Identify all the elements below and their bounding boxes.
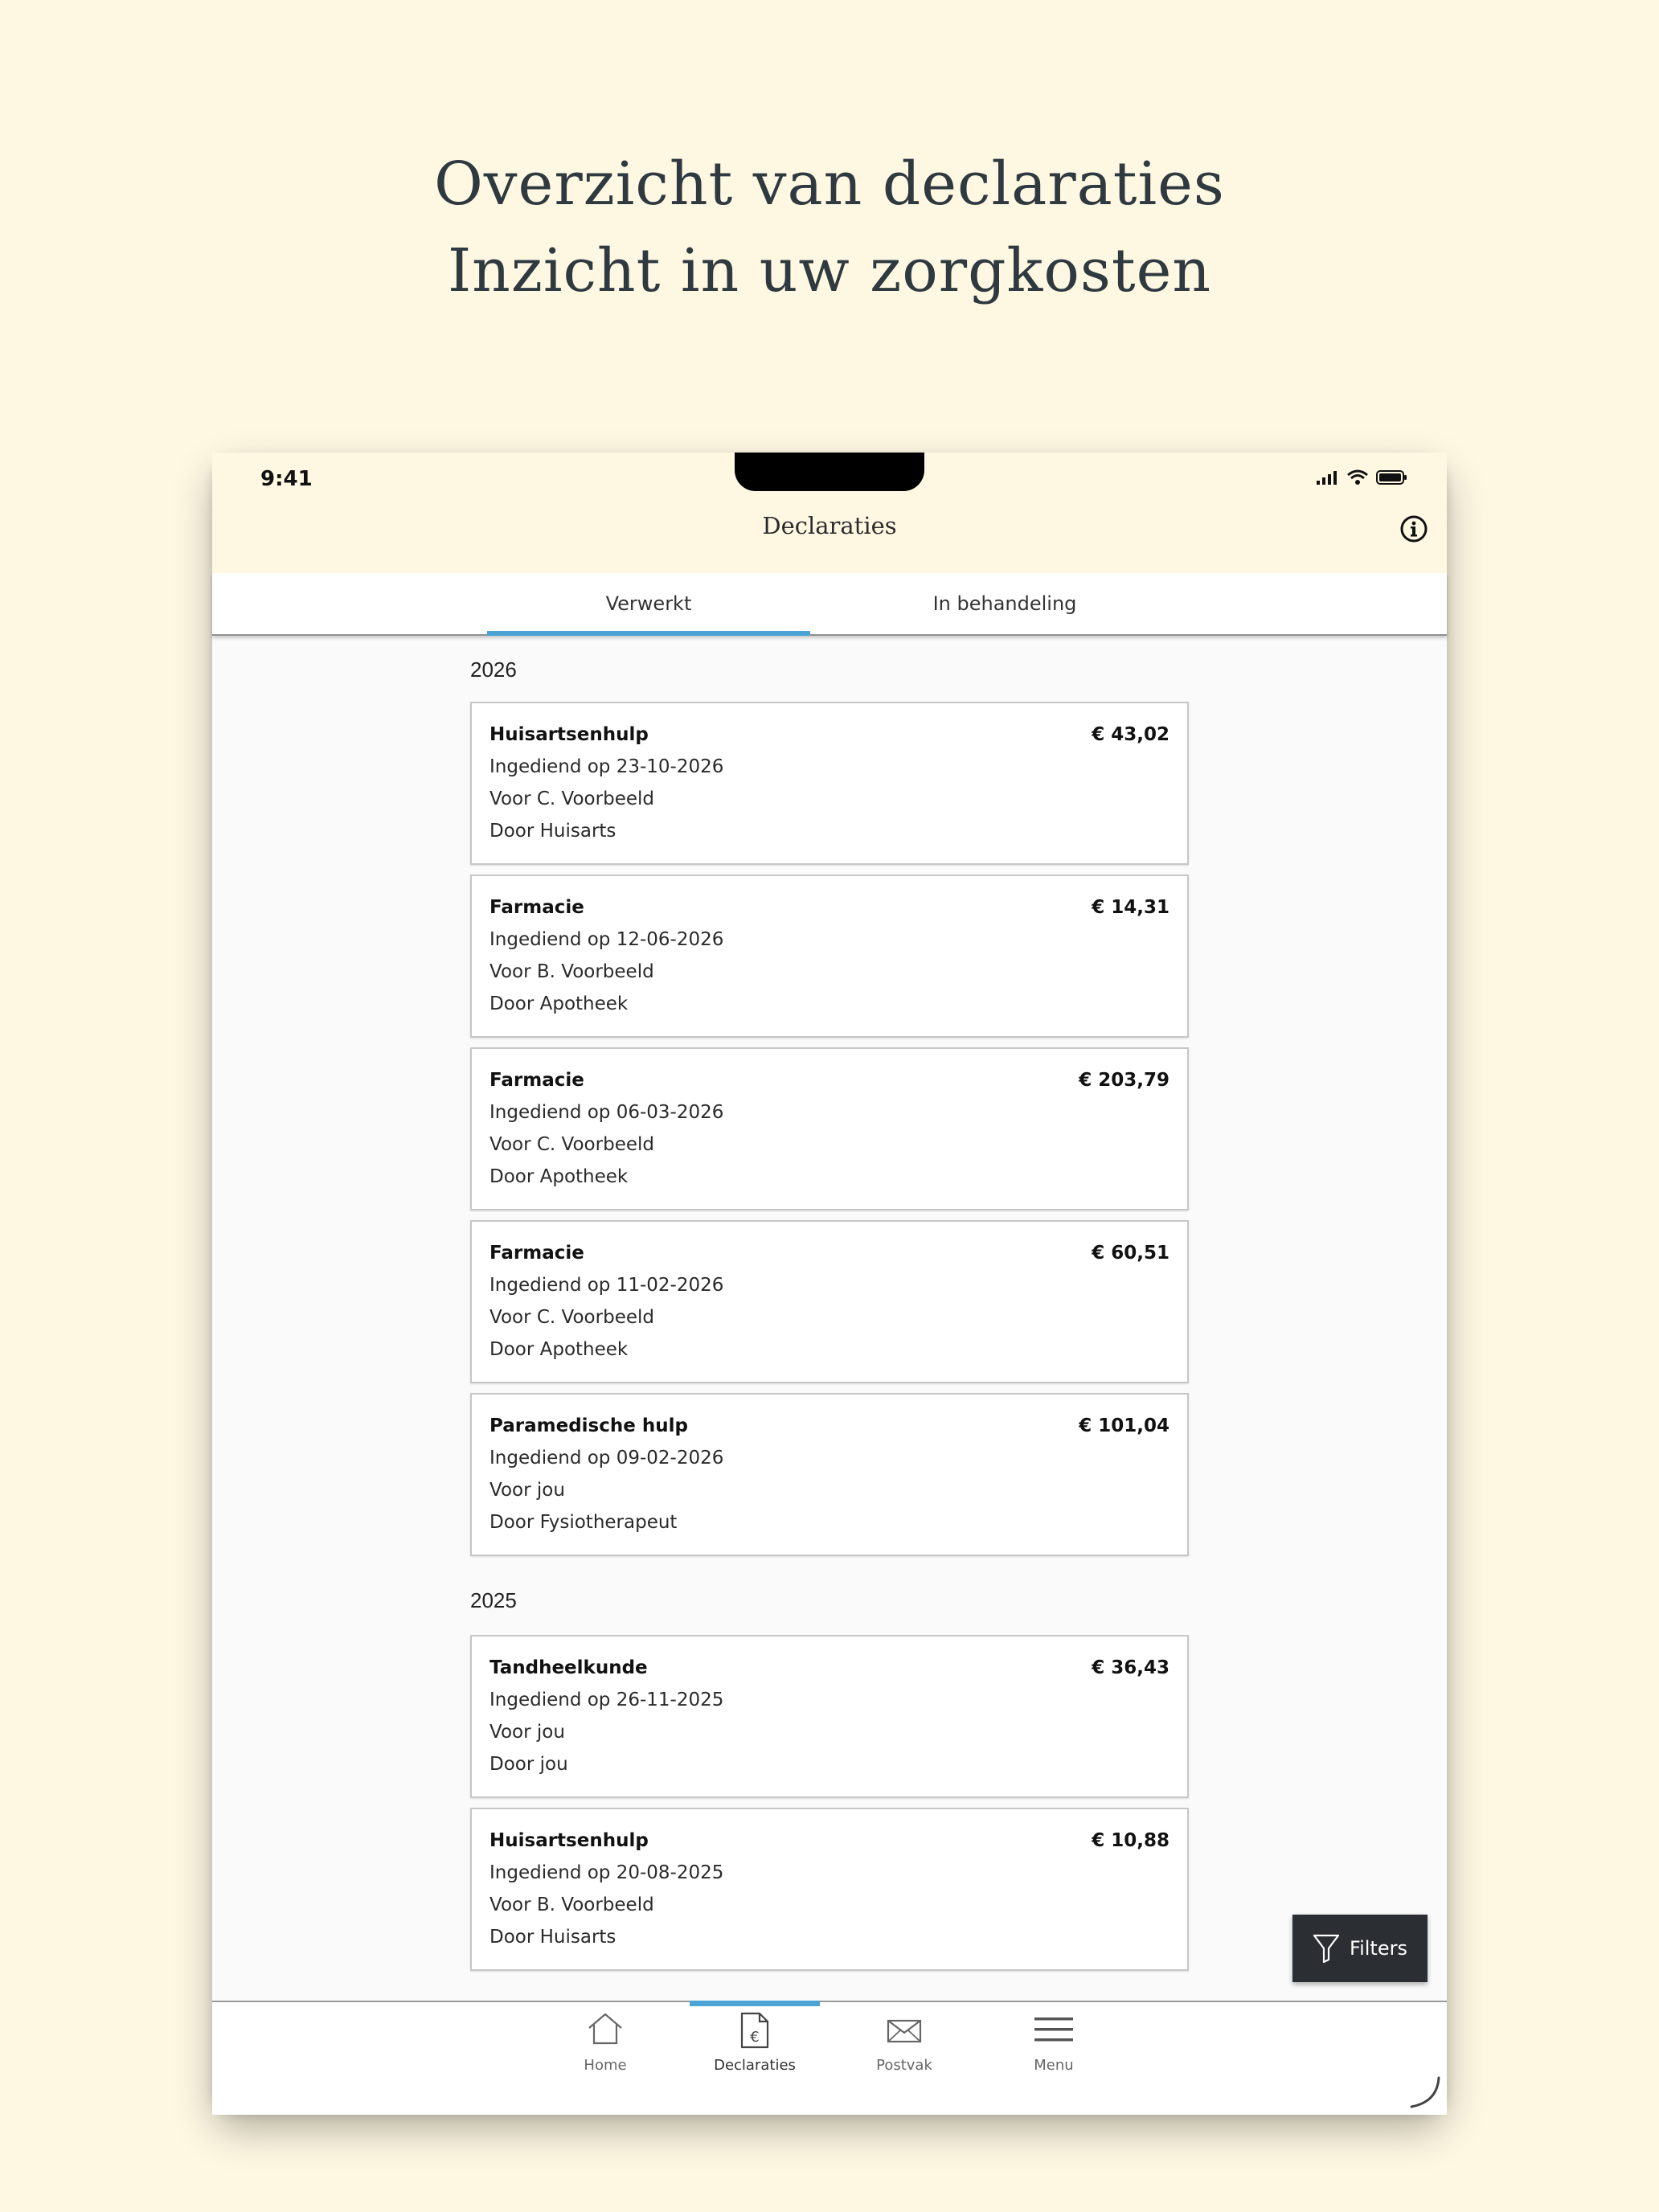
tab-bar <box>212 573 1447 636</box>
nav-home-label: Home <box>584 2057 627 2074</box>
claim-card[interactable] <box>470 1635 1189 1798</box>
claims-list[interactable] <box>470 637 1189 1948</box>
nav-postvak[interactable] <box>839 2002 969 2083</box>
year-heading: 2026 <box>470 657 517 682</box>
svg-text:€: € <box>750 2029 760 2046</box>
claim-card[interactable] <box>470 875 1189 1038</box>
filter-icon <box>1313 1933 1340 1964</box>
nav-declaraties[interactable] <box>690 2002 820 2083</box>
claim-submitted-date: Ingediend op 11-02-2026 <box>490 1275 724 1296</box>
nav-home[interactable] <box>540 2002 670 2083</box>
promo-line-1: Overzicht van declaraties <box>434 150 1225 219</box>
claim-category: Farmacie <box>490 1070 584 1091</box>
page-title: Declaraties <box>762 512 897 539</box>
tab-verwerkt[interactable]: Verwerkt <box>487 573 810 634</box>
nav-declaraties-label: Declaraties <box>714 2057 796 2074</box>
nav-postvak-label: Postvak <box>876 2057 932 2074</box>
claim-amount: € 60,51 <box>1092 1243 1169 1264</box>
claim-submitted-date: Ingediend op 06-03-2026 <box>490 1102 724 1123</box>
bottom-navigation <box>212 2001 1447 2115</box>
info-button[interactable] <box>1399 514 1429 544</box>
claim-amount: € 14,31 <box>1092 897 1169 918</box>
promo-headline <box>0 141 1659 314</box>
claim-category: Tandheelkunde <box>490 1657 648 1678</box>
claim-category: Huisartsenhulp <box>490 724 649 745</box>
promo-line-2: Inzicht in uw zorgkosten <box>447 236 1212 305</box>
info-icon <box>1399 514 1429 544</box>
nav-menu[interactable] <box>989 2002 1119 2083</box>
year-heading: 2025 <box>470 1588 517 1612</box>
claim-submitted-date: Ingediend op 26-11-2025 <box>490 1690 724 1710</box>
system-icons <box>1317 467 1408 488</box>
claim-for: Voor jou <box>490 1480 565 1501</box>
claim-category: Farmacie <box>490 897 584 918</box>
claim-amount: € 203,79 <box>1079 1070 1169 1091</box>
claim-amount: € 36,43 <box>1092 1657 1169 1678</box>
tab-in-behandeling[interactable]: In behandeling <box>932 592 1077 615</box>
claim-card[interactable] <box>470 1220 1189 1383</box>
claim-category: Farmacie <box>490 1243 584 1264</box>
filters-label: Filters <box>1350 1937 1407 1960</box>
claim-submitted-date: Ingediend op 23-10-2026 <box>490 756 724 777</box>
status-bar <box>212 453 1447 493</box>
claim-amount: € 101,04 <box>1079 1415 1169 1436</box>
claim-card[interactable] <box>470 1047 1189 1210</box>
claim-by: Door jou <box>490 1754 568 1775</box>
claim-for: Voor C. Voorbeeld <box>490 789 654 809</box>
filters-button[interactable] <box>1292 1915 1428 1982</box>
claim-submitted-date: Ingediend op 09-02-2026 <box>490 1448 724 1469</box>
claim-by: Door Apotheek <box>490 1339 629 1360</box>
claim-by: Door Apotheek <box>490 1166 629 1187</box>
claim-category: Huisartsenhulp <box>490 1830 649 1851</box>
corner-arc-icon <box>1407 2075 1442 2110</box>
claim-card[interactable] <box>470 1393 1189 1556</box>
claim-by: Door Huisarts <box>490 821 616 842</box>
document-euro-icon <box>739 2012 771 2049</box>
home-icon <box>587 2012 624 2046</box>
camera-notch <box>735 453 924 491</box>
claim-for: Voor B. Voorbeeld <box>490 1895 654 1915</box>
signal-icon <box>1317 470 1339 485</box>
claim-for: Voor C. Voorbeeld <box>490 1134 654 1155</box>
tablet-screen <box>212 453 1447 2113</box>
nav-menu-label: Menu <box>1034 2057 1074 2074</box>
claim-for: Voor jou <box>490 1722 565 1743</box>
claim-card[interactable] <box>470 1808 1189 1971</box>
wifi-icon <box>1347 469 1368 485</box>
status-time: 9:41 <box>260 467 313 491</box>
claim-for: Voor C. Voorbeeld <box>490 1307 654 1328</box>
claim-amount: € 43,02 <box>1092 724 1169 745</box>
claim-by: Door Apotheek <box>490 993 629 1014</box>
claim-amount: € 10,88 <box>1092 1830 1169 1851</box>
envelope-icon <box>887 2018 922 2044</box>
claim-submitted-date: Ingediend op 20-08-2025 <box>490 1862 724 1883</box>
claim-card[interactable] <box>470 702 1189 865</box>
claim-by: Door Fysiotherapeut <box>490 1512 678 1533</box>
app-bar <box>212 493 1447 573</box>
claim-for: Voor B. Voorbeeld <box>490 961 654 982</box>
claim-by: Door Huisarts <box>490 1927 616 1948</box>
claim-category: Paramedische hulp <box>490 1415 688 1436</box>
battery-icon <box>1376 469 1408 485</box>
menu-icon <box>1034 2015 1074 2044</box>
claim-submitted-date: Ingediend op 12-06-2026 <box>490 929 724 950</box>
